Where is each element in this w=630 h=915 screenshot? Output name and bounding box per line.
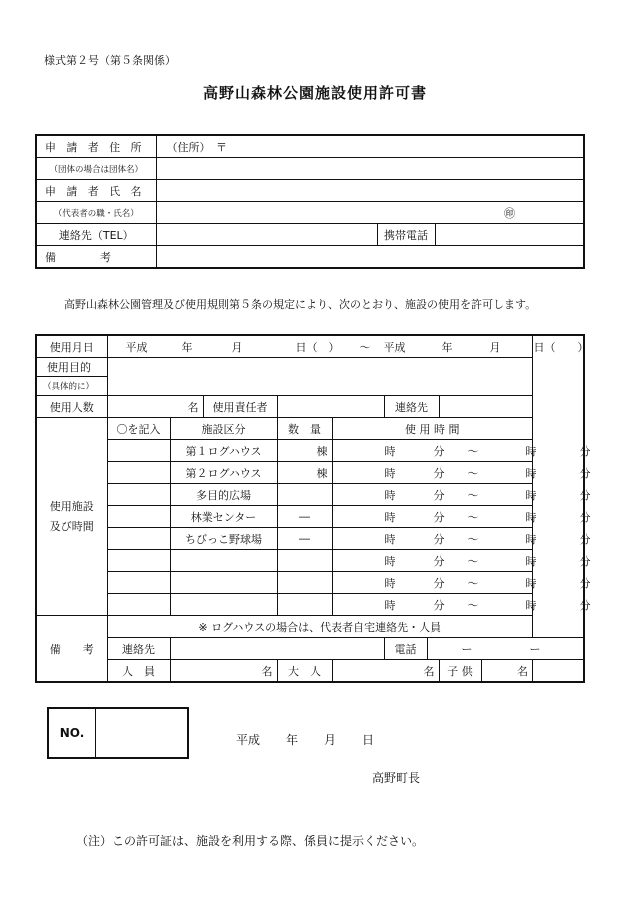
minute-unit: 分: [433, 444, 445, 458]
mark-field[interactable]: [107, 484, 170, 506]
date-from-year: 年: [181, 340, 193, 354]
mobile-label: 携帯電話: [377, 224, 435, 246]
facility-quantity[interactable]: [277, 572, 332, 594]
date-from-day: 日（ ）: [295, 340, 340, 354]
facility-label-line2: 及び時間: [49, 519, 94, 533]
facility-name[interactable]: [170, 572, 277, 594]
mark-field[interactable]: [107, 572, 170, 594]
time-field[interactable]: [332, 484, 591, 506]
loghouse-note: ※ ログハウスの場合は、代表者自宅連絡先・人員: [107, 616, 533, 638]
usage-contact-label: 連絡先: [384, 396, 439, 418]
purpose-field[interactable]: [107, 358, 533, 396]
minute-unit: 分: [579, 466, 591, 480]
tel-field[interactable]: [156, 224, 377, 246]
issue-era: 平成: [236, 733, 261, 747]
purpose-label: 使用目的: [47, 361, 91, 374]
issue-day: 日: [362, 733, 375, 747]
facility-row: [36, 528, 584, 550]
time-tilde: ～: [467, 444, 479, 458]
hour-unit: 時: [384, 444, 396, 458]
time-field[interactable]: [332, 440, 591, 462]
minute-unit: 分: [579, 532, 591, 546]
hour-unit: 時: [525, 466, 537, 480]
minute-unit: 分: [579, 444, 591, 458]
people-count-field[interactable]: [107, 396, 203, 418]
date-to-month: 月: [489, 340, 501, 354]
child-field[interactable]: [481, 660, 533, 683]
facility-row: [36, 462, 584, 484]
time-tilde: ～: [467, 532, 479, 546]
facility-quantity: ―: [277, 528, 332, 550]
seal-mark: ㊞: [504, 206, 515, 220]
applicant-name-note: （代表者の職・氏名）: [36, 202, 156, 224]
time-field[interactable]: [332, 462, 591, 484]
minute-unit: 分: [579, 576, 591, 590]
phone-field[interactable]: [427, 638, 584, 660]
facility-time-label: [36, 418, 107, 616]
hour-unit: 時: [384, 554, 396, 568]
time-tilde: ～: [467, 598, 479, 612]
time-field[interactable]: [332, 506, 591, 528]
time-field[interactable]: [332, 572, 591, 594]
facility-quantity[interactable]: 棟: [277, 440, 332, 462]
facility-quantity[interactable]: 棟: [277, 462, 332, 484]
number-box: [47, 707, 189, 759]
minute-unit: 分: [433, 466, 445, 480]
time-tilde: ～: [467, 576, 479, 590]
hour-unit: 時: [525, 554, 537, 568]
usage-date-label: 使用月日: [36, 335, 107, 358]
members-unit: 名: [261, 664, 273, 678]
facility-name: 林業センター: [170, 506, 277, 528]
address-note: （団体の場合は団体名）: [36, 158, 156, 180]
minute-unit: 分: [579, 554, 591, 568]
minute-unit: 分: [433, 554, 445, 568]
facility-name: 多目的広場: [170, 484, 277, 506]
time-tilde: ～: [467, 466, 479, 480]
minute-unit: 分: [433, 488, 445, 502]
time-field[interactable]: [332, 594, 591, 616]
adult-field[interactable]: [332, 660, 439, 683]
minute-unit: 分: [433, 532, 445, 546]
issue-year: 年: [286, 733, 299, 747]
child-unit: 名: [517, 664, 528, 678]
mark-field[interactable]: [107, 594, 170, 616]
facility-row: [36, 550, 584, 572]
hour-unit: 時: [384, 598, 396, 612]
date-range-tilde: ～: [359, 340, 371, 354]
date-to-year: 年: [441, 340, 453, 354]
form-number-label: 様式第２号（第５条関係）: [44, 54, 176, 67]
col-category-header: 施設区分: [170, 418, 277, 440]
adult-label: 大 人: [277, 660, 332, 683]
number-field[interactable]: [96, 709, 187, 757]
facility-quantity[interactable]: [277, 550, 332, 572]
col-mark-header: 〇を記入: [107, 418, 170, 440]
hour-unit: 時: [525, 510, 537, 524]
mark-field[interactable]: [107, 506, 170, 528]
minute-unit: 分: [433, 576, 445, 590]
mark-field[interactable]: [107, 550, 170, 572]
people-unit: 名: [187, 400, 199, 414]
time-tilde: ～: [467, 510, 479, 524]
members-field[interactable]: [170, 660, 277, 683]
hour-unit: 時: [525, 576, 537, 590]
facility-name: 第１ログハウス: [170, 440, 277, 462]
hour-unit: 時: [384, 532, 396, 546]
minute-unit: 分: [433, 598, 445, 612]
mark-field[interactable]: [107, 462, 170, 484]
child-label: 子 供: [439, 660, 481, 683]
facility-quantity[interactable]: [277, 594, 332, 616]
minute-unit: 分: [579, 598, 591, 612]
time-tilde: ～: [467, 554, 479, 568]
mark-field[interactable]: [107, 528, 170, 550]
facility-quantity: ―: [277, 506, 332, 528]
facility-row: [36, 594, 584, 616]
facility-row: [36, 440, 584, 462]
seal-field[interactable]: [156, 202, 584, 224]
hour-unit: 時: [384, 576, 396, 590]
address-field[interactable]: [156, 135, 584, 158]
minute-unit: 分: [433, 510, 445, 524]
phone-dash-1: ー: [461, 642, 473, 656]
adult-unit: 名: [423, 664, 435, 678]
date-from-era: 平成: [125, 340, 148, 354]
col-quantity-header: 数 量: [277, 418, 332, 440]
usage-date-field[interactable]: [107, 335, 589, 358]
date-to-era: 平成: [383, 340, 406, 354]
date-from-month: 月: [231, 340, 243, 354]
members-label: 人 員: [107, 660, 170, 683]
usage-table: [35, 334, 591, 683]
applicant-remarks-label: 備 考: [36, 246, 156, 269]
time-field[interactable]: [332, 550, 591, 572]
hour-unit: 時: [525, 488, 537, 502]
time-field[interactable]: [332, 528, 591, 550]
tel-label: 連絡先（TEL）: [36, 224, 156, 246]
hour-unit: 時: [384, 488, 396, 502]
facility-quantity[interactable]: [277, 484, 332, 506]
mobile-field[interactable]: [435, 224, 584, 246]
phone-dash-2: ー: [529, 642, 541, 656]
mayor-signature: 高野町長: [372, 771, 421, 785]
address-field-2[interactable]: [156, 158, 584, 180]
facility-name[interactable]: [170, 594, 277, 616]
applicant-table: [35, 134, 585, 269]
col-time-header: 使 用 時 間: [332, 418, 533, 440]
hour-unit: 時: [525, 598, 537, 612]
date-to-day: 日（ ）: [533, 340, 589, 354]
applicant-name-field[interactable]: [156, 180, 584, 202]
permit-statement: 高野山森林公園管理及び使用規則第５条の規定により、次のとおり、施設の使用を許可します。: [64, 298, 537, 311]
facility-label-line1: 使用施設: [49, 499, 94, 513]
hour-unit: 時: [525, 532, 537, 546]
phone-label: 電話: [384, 638, 427, 660]
purpose-note: （具体的に）: [36, 377, 107, 396]
hour-unit: 時: [525, 444, 537, 458]
facility-name: ちびっこ野球場: [170, 528, 277, 550]
footer-note: （注）この許可証は、施設を利用する際、係員に提示ください。: [76, 834, 425, 848]
remarks-contact-label: 連絡先: [107, 638, 170, 660]
number-label: NO.: [49, 709, 96, 757]
facility-row: [36, 572, 584, 594]
issue-month: 月: [324, 733, 337, 747]
issue-date: [236, 731, 374, 748]
hour-unit: 時: [384, 466, 396, 480]
address-label: 申 請 者 住 所: [36, 135, 156, 158]
document-title: 高野山森林公園施設使用許可書: [202, 84, 427, 102]
time-tilde: ～: [467, 488, 479, 502]
applicant-remarks-field[interactable]: [156, 246, 584, 269]
mark-field[interactable]: [107, 440, 170, 462]
facility-row: [36, 506, 584, 528]
applicant-name-label: 申 請 者 氏 名: [36, 180, 156, 202]
facility-row: [36, 484, 584, 506]
hour-unit: 時: [384, 510, 396, 524]
minute-unit: 分: [579, 510, 591, 524]
responsible-label: 使用責任者: [203, 396, 277, 418]
usage-contact-field[interactable]: [439, 396, 533, 418]
minute-unit: 分: [579, 488, 591, 502]
people-count-label: 使用人数: [36, 396, 107, 418]
remarks-contact-field[interactable]: [170, 638, 384, 660]
facility-name[interactable]: [170, 550, 277, 572]
purpose-label-cell: [36, 358, 107, 377]
responsible-field[interactable]: [277, 396, 384, 418]
usage-remarks-label: 備 考: [36, 616, 107, 683]
address-prefix: （住所） 〒: [166, 140, 227, 154]
facility-name: 第２ログハウス: [170, 462, 277, 484]
